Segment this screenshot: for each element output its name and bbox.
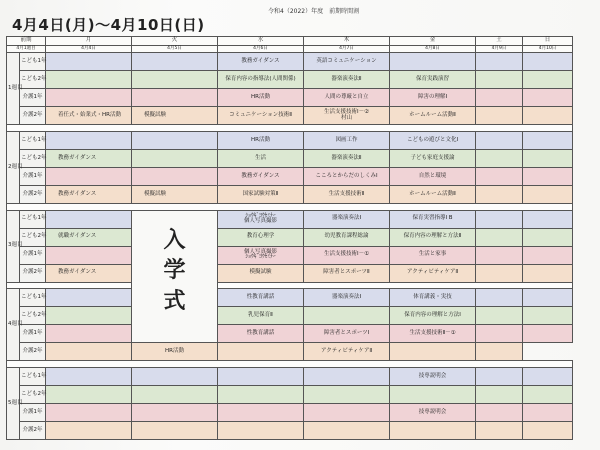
- date-header: 4月10日: [523, 46, 573, 53]
- date-header: 4月4日: [46, 46, 132, 53]
- class-cell: 子ども家庭支援論: [390, 149, 476, 167]
- class-cell: [390, 422, 476, 440]
- class-cell: [46, 89, 132, 107]
- class-cell: [476, 386, 523, 404]
- class-cell: [132, 131, 218, 149]
- class-cell: 国家試験対策Ⅱ: [218, 185, 304, 203]
- class-cell: [46, 53, 132, 71]
- class-group-label: 介護1年: [20, 325, 46, 343]
- class-group-label: こども1年: [20, 289, 46, 307]
- class-cell: [46, 210, 132, 228]
- class-cell: [132, 167, 218, 185]
- class-cell: こころとからだのしくみⅠ: [304, 167, 390, 185]
- class-cell: 体育講義・実技: [390, 289, 476, 307]
- class-cell: [476, 264, 523, 282]
- class-cell: [390, 343, 476, 361]
- class-group-label: こども2年: [20, 307, 46, 325]
- date-header: 4月9日: [476, 46, 523, 53]
- class-group-label: こども2年: [20, 71, 46, 89]
- class-cell: [476, 89, 523, 107]
- class-cell: 乳児保育Ⅱ: [218, 307, 304, 325]
- day-header: 月: [46, 37, 132, 46]
- class-group-label: こども1年: [20, 210, 46, 228]
- class-cell: 器楽演奏法Ⅰ: [304, 289, 390, 307]
- class-cell: 教育心理学: [218, 228, 304, 246]
- class-cell: 模擬試験: [218, 264, 304, 282]
- timetable-row: [7, 210, 573, 228]
- class-cell: 器楽演奏法Ⅰ: [304, 210, 390, 228]
- class-cell: [218, 386, 304, 404]
- document-title: 4月4日(月)～4月10日(日): [12, 16, 205, 34]
- separator-cell: [7, 282, 573, 289]
- class-cell: ホームルーム活動Ⅱ: [390, 107, 476, 125]
- class-cell: [523, 185, 573, 203]
- class-group-label: こども2年: [20, 386, 46, 404]
- class-cell: 生活支援技術Ⅰ－①: [304, 246, 390, 264]
- class-cell: 模擬試験: [132, 107, 218, 125]
- class-group-label: 介護2年: [20, 264, 46, 282]
- class-cell: [132, 422, 218, 440]
- corner-week-label: 4月1週目: [7, 46, 46, 53]
- class-cell: [476, 149, 523, 167]
- class-group-label: こども2年: [20, 228, 46, 246]
- class-cell: 保育内容の理解と方法Ⅱ: [390, 228, 476, 246]
- class-group-label: 介護1年: [20, 167, 46, 185]
- timetable-row: [7, 149, 573, 167]
- week-separator: [7, 282, 573, 289]
- class-cell: HR活動: [218, 89, 304, 107]
- class-cell: [476, 185, 523, 203]
- class-cell: 英語コミュニケーション: [304, 53, 390, 71]
- class-cell: [132, 386, 218, 404]
- class-cell: ホームルーム活動Ⅱ: [390, 185, 476, 203]
- timetable-row: [7, 343, 573, 361]
- class-cell: 教務ガイダンス: [218, 167, 304, 185]
- separator-cell: [7, 361, 573, 368]
- class-cell: [476, 228, 523, 246]
- class-cell: コミュニケーション技術Ⅱ: [218, 107, 304, 125]
- class-cell: [218, 404, 304, 422]
- date-header: 4月6日: [218, 46, 304, 53]
- day-header: 火: [132, 37, 218, 46]
- class-cell: 個人写真撮影 ｼｮｳｷﾞﾖｳｾﾐﾅｰ: [218, 246, 304, 264]
- class-cell: [523, 422, 573, 440]
- timetable-row: [7, 325, 573, 343]
- class-cell: 器楽演奏法Ⅱ: [304, 71, 390, 89]
- timetable-row: [7, 185, 573, 203]
- class-cell: 保育実践演習: [390, 71, 476, 89]
- class-group-label: こども2年: [20, 149, 46, 167]
- date-header: 4月7日: [304, 46, 390, 53]
- day-header: 土: [476, 37, 523, 46]
- class-cell: [218, 343, 304, 361]
- class-cell: [523, 404, 573, 422]
- week-separator: [7, 361, 573, 368]
- class-cell: 幼児教育課程総論: [304, 228, 390, 246]
- timetable-row: [7, 107, 573, 125]
- entrance-ceremony-char: 入: [163, 226, 186, 253]
- separator-cell: [7, 203, 573, 210]
- class-cell: [304, 307, 390, 325]
- week-label: 5週目: [7, 368, 20, 440]
- class-cell: [476, 131, 523, 149]
- class-cell: 生活と家事: [390, 246, 476, 264]
- class-cell: [523, 167, 573, 185]
- class-group-label: 介護2年: [20, 107, 46, 125]
- class-cell: [304, 422, 390, 440]
- document-subtitle: 令和4（2022）年度 前期時間割: [268, 8, 360, 15]
- class-cell: 生活支援技術Ⅱ－①: [390, 325, 476, 343]
- class-cell: [523, 149, 573, 167]
- class-cell: アクティビティケアⅡ: [390, 264, 476, 282]
- class-cell: 着任式・始業式・HR活動: [46, 107, 132, 125]
- class-cell: 技専説明会: [390, 368, 476, 386]
- class-cell: [523, 89, 573, 107]
- timetable-row: [7, 246, 573, 264]
- class-cell: [46, 368, 132, 386]
- week-separator: [7, 203, 573, 210]
- class-group-label: こども1年: [20, 131, 46, 149]
- timetable-row: [7, 404, 573, 422]
- class-cell: ｼｮｳｷﾞﾖｳｾﾐﾅｰ 個人写真撮影: [218, 210, 304, 228]
- class-cell: [46, 422, 132, 440]
- class-group-label: こども1年: [20, 368, 46, 386]
- class-group-label: 介護2年: [20, 343, 46, 361]
- class-cell: [46, 325, 132, 343]
- class-cell: [218, 368, 304, 386]
- class-cell: [46, 131, 132, 149]
- class-cell: [523, 368, 573, 386]
- class-cell: 性教育講話: [218, 325, 304, 343]
- class-cell: 教務ガイダンス: [46, 185, 132, 203]
- class-cell: 生活支援技術Ⅰ－② 村山: [304, 107, 390, 125]
- class-group-label: 介護1年: [20, 246, 46, 264]
- class-cell: 保育実習指導Ⅰ B: [390, 210, 476, 228]
- class-cell: [523, 228, 573, 246]
- timetable-row: [7, 131, 573, 149]
- class-cell: [46, 71, 132, 89]
- class-cell: アクティビティケアⅡ: [304, 343, 390, 361]
- class-cell: [46, 289, 132, 307]
- class-cell: HR活動: [132, 343, 218, 361]
- class-cell: 障害者とスポーツⅡ: [304, 264, 390, 282]
- class-cell: 就職ガイダンス: [46, 228, 132, 246]
- class-cell: [523, 53, 573, 71]
- week-label: 3週目: [7, 210, 20, 282]
- class-cell: [523, 325, 573, 343]
- class-cell: 生活支援技術Ⅱ: [304, 185, 390, 203]
- class-cell: 障害の理解Ⅰ: [390, 89, 476, 107]
- class-cell: [476, 246, 523, 264]
- class-cell: 教務ガイダンス: [46, 149, 132, 167]
- class-cell: [476, 368, 523, 386]
- day-header: 木: [304, 37, 390, 46]
- date-header: 4月8日: [390, 46, 476, 53]
- class-cell: [476, 325, 523, 343]
- class-cell: [46, 167, 132, 185]
- class-cell: [523, 264, 573, 282]
- entrance-ceremony-char: 式: [163, 288, 186, 315]
- class-cell: [476, 307, 523, 325]
- class-cell: 保育内容の指導法(人間関係): [218, 71, 304, 89]
- class-cell: 性教育講話: [218, 289, 304, 307]
- class-cell: 模擬試験: [132, 185, 218, 203]
- timetable: [6, 36, 573, 440]
- class-cell: [132, 404, 218, 422]
- class-cell: [476, 53, 523, 71]
- week-separator: [7, 125, 573, 132]
- day-header: 日: [523, 37, 573, 46]
- class-cell: [132, 149, 218, 167]
- class-cell: 生活: [218, 149, 304, 167]
- class-group-label: 介護2年: [20, 185, 46, 203]
- class-cell: [46, 307, 132, 325]
- class-cell: [523, 386, 573, 404]
- class-cell: [46, 246, 132, 264]
- corner-header: 前期: [7, 37, 46, 46]
- class-cell: [132, 71, 218, 89]
- class-cell: 教務ガイダンス: [46, 264, 132, 282]
- class-cell: [476, 167, 523, 185]
- class-group-label: こども1年: [20, 53, 46, 71]
- timetable-row: [7, 386, 573, 404]
- timetable-row: [7, 307, 573, 325]
- timetable-row: [7, 89, 573, 107]
- timetable-row: [7, 368, 573, 386]
- timetable-row: [7, 53, 573, 71]
- class-cell: [132, 53, 218, 71]
- class-cell: 保育内容の理解と方法Ⅰ: [390, 307, 476, 325]
- class-cell: HR活動: [218, 131, 304, 149]
- class-cell: 技専説明会: [390, 404, 476, 422]
- entrance-ceremony-text: [132, 225, 217, 343]
- class-cell: [476, 71, 523, 89]
- separator-cell: [7, 125, 573, 132]
- class-cell: [476, 343, 523, 361]
- entrance-ceremony-cell: [132, 210, 218, 343]
- class-cell: [476, 289, 523, 307]
- date-header: 4月5日: [132, 46, 218, 53]
- class-cell: [523, 307, 573, 325]
- class-cell: 図画工作: [304, 131, 390, 149]
- class-group-label: 介護1年: [20, 404, 46, 422]
- class-cell: [476, 210, 523, 228]
- class-cell: [390, 386, 476, 404]
- class-cell: [390, 53, 476, 71]
- class-cell: [132, 89, 218, 107]
- week-label: 2週目: [7, 131, 20, 203]
- class-cell: [476, 404, 523, 422]
- class-cell: [304, 404, 390, 422]
- day-header: 金: [390, 37, 476, 46]
- class-cell: [523, 210, 573, 228]
- week-label: 1週目: [7, 53, 20, 125]
- class-group-label: 介護1年: [20, 89, 46, 107]
- class-cell: [523, 131, 573, 149]
- class-group-label: 介護2年: [20, 422, 46, 440]
- class-cell: [46, 404, 132, 422]
- class-cell: [218, 422, 304, 440]
- class-cell: [523, 107, 573, 125]
- class-cell: [523, 71, 573, 89]
- class-cell: [132, 368, 218, 386]
- timetable-row: [7, 264, 573, 282]
- class-cell: [476, 422, 523, 440]
- entrance-ceremony-char: 学: [163, 257, 186, 284]
- timetable-row: [7, 228, 573, 246]
- class-cell: 障害者とスポーツⅠ: [304, 325, 390, 343]
- class-cell: 教務ガイダンス: [218, 53, 304, 71]
- timetable-row: [7, 289, 573, 307]
- timetable-row: [7, 422, 573, 440]
- class-cell: [304, 386, 390, 404]
- class-cell: [476, 107, 523, 125]
- class-cell: [46, 343, 132, 361]
- timetable-row: [7, 167, 573, 185]
- timetable-row: [7, 71, 573, 89]
- class-cell: こどもの遊びと文化Ⅰ: [390, 131, 476, 149]
- class-cell: [523, 289, 573, 307]
- class-cell: 人間の尊厳と自立: [304, 89, 390, 107]
- class-cell: 自然と環境: [390, 167, 476, 185]
- week-label: 4週目: [7, 289, 20, 361]
- class-cell: [304, 368, 390, 386]
- day-header: 水: [218, 37, 304, 46]
- class-cell: [46, 386, 132, 404]
- class-cell: 器楽演奏法Ⅱ: [304, 149, 390, 167]
- class-cell: [523, 246, 573, 264]
